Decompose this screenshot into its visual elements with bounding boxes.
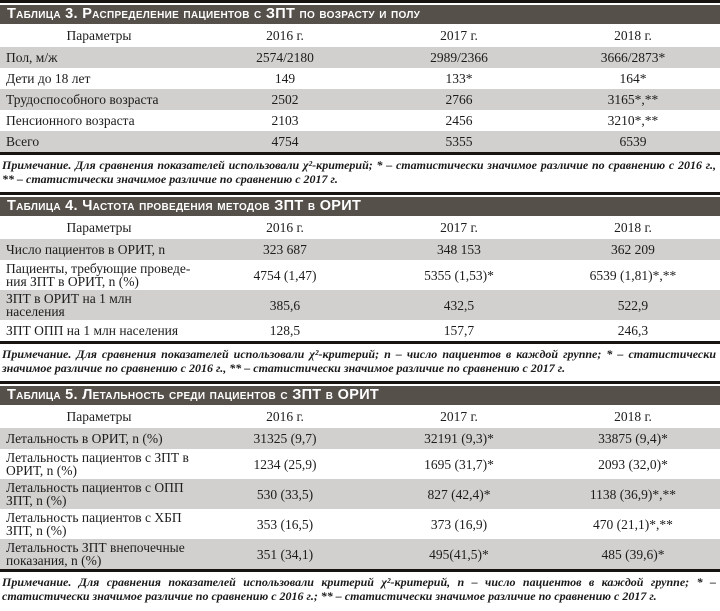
- cell-2017: 157,7: [443, 323, 475, 338]
- cell-2018: 3165*,**: [607, 92, 659, 107]
- table5: [0, 405, 720, 569]
- table5-section: [0, 381, 720, 603]
- table-row: [0, 449, 720, 479]
- table-row: [0, 260, 720, 290]
- cell-2018: 33875 (9,4)*: [598, 431, 668, 446]
- cell-2017: 5355 (1,53)*: [424, 267, 494, 283]
- table3-title: Таблица 3. Распределение пациентов с ЗПТ по возрасту и полу: [0, 5, 720, 24]
- table4: [0, 216, 720, 341]
- table-row: [0, 68, 720, 89]
- cell-2018: 522,9: [617, 297, 649, 313]
- cell-2017: 827 (42,4)*: [427, 486, 491, 502]
- table-row: [0, 131, 720, 152]
- cell-2017: 432,5: [443, 297, 475, 313]
- table3: [0, 24, 720, 152]
- row-label: Всего: [6, 134, 40, 149]
- row-label: Число пациентов в ОРИТ, n: [6, 242, 166, 257]
- cell-2018: 1138 (36,9)*,**: [589, 486, 677, 502]
- column-header-2017: 2017 г.: [440, 409, 478, 424]
- table3-section: [0, 0, 720, 186]
- cell-2016: 31325 (9,7): [253, 431, 317, 446]
- row-label: Пенсионного возраста: [6, 113, 135, 128]
- table4-header-row: [0, 216, 720, 239]
- row-label: ЗПТ ОПП на 1 млн населения: [6, 323, 179, 338]
- row-label: Летальность в ОРИТ, n (%): [6, 431, 163, 446]
- row-label: Пациенты, требующие проведения ЗПТ в ОРИТ, n (%): [6, 261, 191, 289]
- cell-2016: 353 (16,5): [256, 516, 314, 532]
- cell-2016: 323 687: [263, 242, 307, 257]
- column-header-2018: 2018 г.: [614, 220, 652, 235]
- table5-title: Таблица 5. Летальность среди пациентов с ЗПТ в ОРИТ: [0, 386, 720, 405]
- cell-2016: 385,6: [269, 297, 301, 313]
- column-header-2016: 2016 г.: [266, 28, 304, 43]
- cell-2017: 2989/2366: [430, 50, 488, 65]
- column-header-2018: 2018 г.: [614, 28, 652, 43]
- cell-2018: 362 209: [611, 242, 655, 257]
- table-row: [0, 89, 720, 110]
- cell-2018: 485 (39,6)*: [601, 546, 665, 562]
- table4-title: Таблица 4. Частота проведения методов ЗПТ в ОРИТ: [0, 197, 720, 216]
- cell-2016: 2574/2180: [256, 50, 314, 65]
- cell-2016: 128,5: [269, 323, 301, 338]
- row-label: Летальность пациентов с ОПП ЗПТ, n (%): [6, 480, 184, 508]
- table4-section: [0, 192, 720, 375]
- table-row: [0, 320, 720, 341]
- cell-2017: 32191 (9,3)*: [424, 431, 494, 446]
- column-header-2016: 2016 г.: [266, 220, 304, 235]
- table-row: [0, 428, 720, 449]
- cell-2017: 1695 (31,7)*: [424, 456, 494, 472]
- cell-2017: 495(41,5)*: [429, 546, 489, 562]
- cell-2018: 164*: [619, 71, 647, 86]
- cell-2018: 2093 (32,0)*: [598, 456, 668, 472]
- column-header-2017: 2017 г.: [440, 220, 478, 235]
- table-row: [0, 479, 720, 509]
- cell-2017: 2766: [445, 92, 473, 107]
- row-label: Летальность пациентов с ЗПТ в ОРИТ, n (%): [6, 450, 189, 478]
- cell-2018: 3666/2873*: [600, 50, 666, 65]
- column-header-2017: 2017 г.: [440, 28, 478, 43]
- column-header-parameters: Параметры: [66, 409, 132, 424]
- column-header-parameters: Параметры: [66, 28, 132, 43]
- cell-2017: 133*: [445, 71, 473, 86]
- cell-2016: 530 (33,5): [256, 486, 314, 502]
- cell-2018: 3210*,**: [607, 113, 659, 128]
- cell-2017: 348 153: [437, 242, 481, 257]
- row-label: ЗПТ в ОРИТ на 1 млн населения: [6, 291, 132, 319]
- cell-2016: 4754 (1,47): [253, 267, 317, 283]
- cell-2018: 6539: [619, 134, 647, 149]
- cell-2016: 1234 (25,9): [253, 456, 317, 472]
- table-row: [0, 509, 720, 539]
- table5-header-row: [0, 405, 720, 428]
- row-label: Летальность пациентов с ХБП ЗПТ, n (%): [6, 510, 182, 538]
- cell-2016: 149: [274, 71, 296, 86]
- row-label: Пол, м/ж: [6, 50, 58, 65]
- cell-2018: 6539 (1,81)*,**: [589, 267, 677, 283]
- table-row: [0, 110, 720, 131]
- table4-note: Примечание. Для сравнения показателей использовали χ²-критерий; n – число пациентов в каждой группе; * – статистически значимое различие по сравнению с 2016 г., ** – статистически значимое различие по сравнению с 2017 г.: [2, 347, 716, 375]
- table3-note: Примечание. Для сравнения показателей использовали χ²-критерий; * – статистически значимое различие по сравнению с 2016 г., ** – статистически значимое различие по сравнению с 2017 г.: [2, 158, 716, 186]
- cell-2017: 373 (16,9): [430, 516, 488, 532]
- table-row: [0, 539, 720, 569]
- table-row: [0, 239, 720, 260]
- table3-header-row: [0, 24, 720, 47]
- row-label: Дети до 18 лет: [6, 71, 91, 86]
- cell-2018: 246,3: [617, 323, 649, 338]
- column-header-parameters: Параметры: [66, 220, 132, 235]
- column-header-2018: 2018 г.: [614, 409, 652, 424]
- table-row: [0, 290, 720, 320]
- table-row: [0, 47, 720, 68]
- cell-2016: 2103: [271, 113, 299, 128]
- row-label: Летальность ЗПТ внепочечные показания, n (%): [6, 540, 185, 568]
- table5-note: Примечание. Для сравнения показателей использовали критерий χ²-критерий, n – число пациентов в каждой группе; * – статистически значимое различие по сравнению с 2016 г.; ** – статистически значимое различие по сравнению с 2017 г.: [2, 575, 716, 603]
- cell-2017: 2456: [445, 113, 473, 128]
- cell-2016: 4754: [271, 134, 299, 149]
- cell-2016: 351 (34,1): [256, 546, 314, 562]
- row-label: Трудоспособного возраста: [6, 92, 159, 107]
- cell-2016: 2502: [271, 92, 299, 107]
- cell-2017: 5355: [445, 134, 473, 149]
- column-header-2016: 2016 г.: [266, 409, 304, 424]
- cell-2018: 470 (21,1)*,**: [593, 516, 673, 532]
